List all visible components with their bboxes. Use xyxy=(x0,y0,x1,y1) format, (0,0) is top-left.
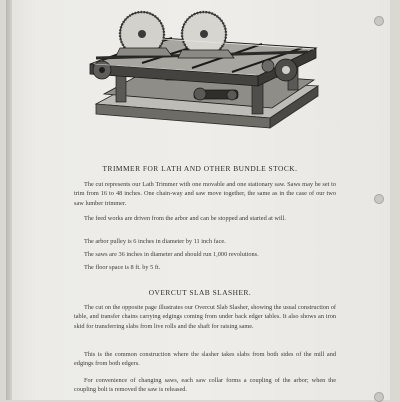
lath-trimmer-paragraph-2: The feed works are driven from the arbor and can be stopped and started at will. xyxy=(84,215,286,222)
section-title-slab-slasher: OVERCUT SLAB SLASHER. xyxy=(148,288,252,297)
right-saw-blade xyxy=(182,12,226,56)
binding-edge xyxy=(6,0,12,400)
lath-trimmer-paragraph-3: The arbor pulley is 6 inches in diameter by 11 inch face. xyxy=(84,238,226,245)
slab-slasher-paragraph-1: The cut on the opposite page illustrates our Overcut Slab Slasher, showing the usual construction of table, and transfer chains carrying edgings coming from under back edger tables. It also shows an iron skid for transferring slabs from live rolls and the shaft for raising same. xyxy=(74,304,336,330)
binder-hole-top xyxy=(374,16,384,26)
binder-hole-middle xyxy=(374,194,384,204)
lath-trimmer-paragraph-1: The cut represents our Lath Trimmer with one movable and one stationary saw. Saws may be set to trim from 16 to 48 inches. One chain-way and saw move together, the same as in the case of our two saw lumber trimmer. xyxy=(74,181,336,207)
slab-slasher-paragraph-3: For convenience of changing saws, each saw collar forms a coupling of the arbor; when the coupling bolt is removed the saw is released. xyxy=(74,377,336,394)
binder-hole-bottom xyxy=(374,392,384,402)
slab-slasher-paragraph-2: This is the common construction where the slasher takes slabs from both sides of the mill and edgings from both edgers. xyxy=(74,351,336,368)
section-title-lath-trimmer: TRIMMER FOR LATH AND OTHER BUNDLE STOCK. xyxy=(102,164,298,173)
lath-trimmer-paragraph-4: The saws are 36 inches in diameter and should run 1,000 revolutions. xyxy=(84,251,259,258)
lath-trimmer-paragraph-5: The floor space is 8 ft. by 5 ft. xyxy=(84,264,161,271)
lath-trimmer-illustration xyxy=(82,8,322,136)
